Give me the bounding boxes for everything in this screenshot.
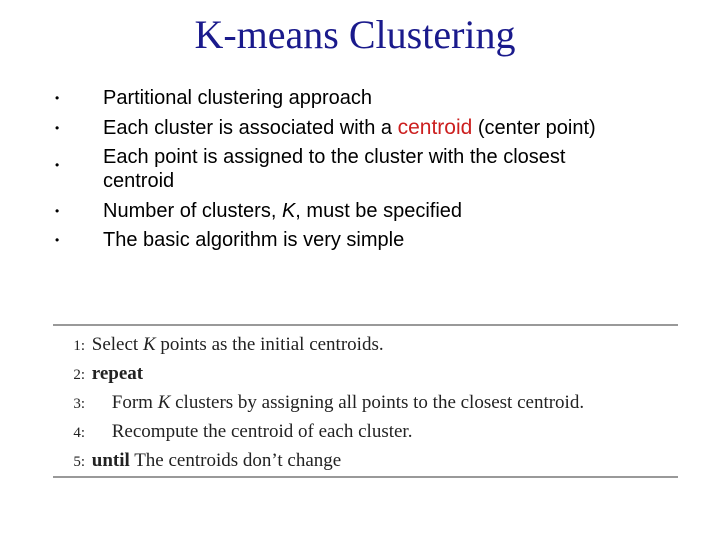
algorithm-text: Select xyxy=(91,334,143,355)
bullet-item xyxy=(50,116,710,140)
bullet-text xyxy=(103,116,710,140)
line-number: 2: xyxy=(73,367,85,383)
bullet-item xyxy=(50,86,710,110)
bullet-list xyxy=(50,86,710,258)
bullet-text: Partitional clustering approach xyxy=(103,87,373,109)
bullet-text-part: Number of clusters, xyxy=(103,199,282,222)
algorithm-line xyxy=(53,449,341,473)
algorithm-text: Recompute the centroid of each cluster. xyxy=(111,421,413,442)
bullet-item xyxy=(50,199,710,223)
bullet-item xyxy=(50,145,710,193)
slide-title: K-means Clustering xyxy=(194,12,516,57)
bullet-item xyxy=(50,228,710,252)
algorithm-text: clusters by assigning all points to the closest centroid. xyxy=(170,392,585,413)
algorithm-line xyxy=(53,333,384,357)
line-number: 3: xyxy=(73,396,85,412)
algorithm-text: The centroids don’t change xyxy=(129,450,342,471)
algorithm-box xyxy=(53,324,678,478)
bullet-icon: • xyxy=(55,158,60,172)
algorithm-text: Form xyxy=(111,392,158,413)
bullet-text xyxy=(103,199,710,223)
k-variable: K xyxy=(157,392,171,413)
bullet-text-part: Each cluster is associated with a xyxy=(103,116,398,139)
bullet-text: The basic algorithm is very simple xyxy=(103,229,405,251)
repeat-keyword: repeat xyxy=(91,363,144,384)
algorithm-line xyxy=(53,362,143,386)
bullet-icon: • xyxy=(55,203,60,218)
bullet-text: Each point is assigned to the cluster with the closest centroid xyxy=(103,146,566,192)
algorithm-text: points as the initial centroids. xyxy=(155,334,384,355)
algorithm-line xyxy=(53,391,584,415)
line-number: 1: xyxy=(73,338,85,354)
algorithm-line xyxy=(53,420,412,444)
bullet-text-part: (center point) xyxy=(472,116,596,139)
line-number: 4: xyxy=(73,425,85,441)
line-number: 5: xyxy=(73,454,85,470)
k-variable: K xyxy=(281,199,296,222)
until-keyword: until xyxy=(91,450,130,471)
bullet-icon: • xyxy=(55,91,60,105)
bullet-text-part: , must be specified xyxy=(295,199,463,222)
bullet-icon: • xyxy=(55,120,60,135)
centroid-highlight: centroid xyxy=(397,115,473,139)
k-variable: K xyxy=(142,334,156,355)
bullet-icon: • xyxy=(55,233,60,247)
